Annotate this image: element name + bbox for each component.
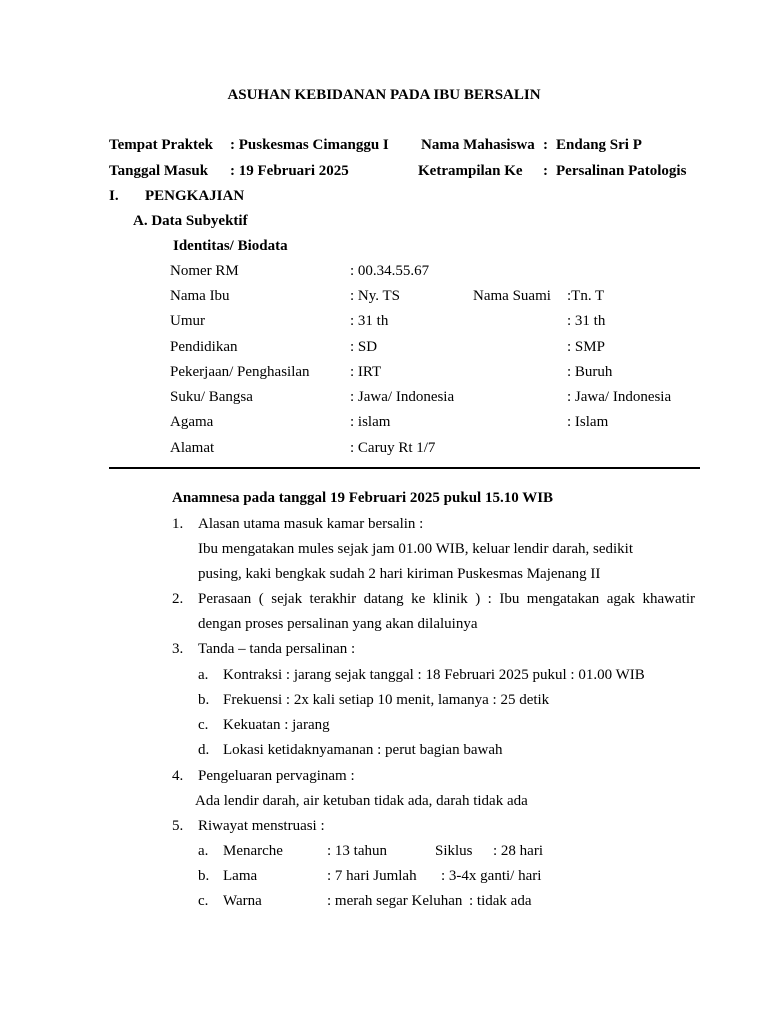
- sub-item-label: Warna: [223, 893, 262, 909]
- list-item-number: 4.: [172, 768, 184, 784]
- nama-mahasiswa-label: Nama Mahasiswa: [421, 137, 535, 153]
- sub-item-label: Menarche: [223, 843, 283, 859]
- ketrampilan-sep: :: [543, 163, 548, 179]
- biodata-ibu-value: : 31 th: [350, 313, 389, 329]
- biodata-ibu-value: : SD: [350, 339, 378, 355]
- sub-item-letter: b.: [198, 868, 210, 884]
- biodata-label: Suku/ Bangsa: [170, 389, 253, 405]
- sub-item-value: : 7 hari Jumlah: [327, 868, 417, 884]
- list-item-number: 5.: [172, 818, 184, 834]
- biodata-label: Alamat: [170, 440, 215, 456]
- sub-item-text: Lokasi ketidaknyamanan : perut bagian bawah: [223, 742, 503, 758]
- sub-item-text: Frekuensi : 2x kali setiap 10 menit, lamanya : 25 detik: [223, 692, 550, 708]
- sub-item-label: Lama: [223, 868, 258, 884]
- sub-item-letter: d.: [198, 742, 210, 758]
- sub-item-letter: a.: [198, 843, 209, 859]
- biodata-suami-value: : SMP: [567, 339, 605, 355]
- nama-mahasiswa-value: Endang Sri P: [556, 137, 642, 153]
- biodata-suami-value: : Buruh: [567, 364, 613, 380]
- section-number: I.: [109, 188, 119, 204]
- sub-item-value: : merah segar Keluhan: [327, 893, 463, 909]
- sub-item-text: Kekuatan : jarang: [223, 717, 330, 733]
- biodata-label: Pekerjaan/ Penghasilan: [170, 364, 310, 380]
- biodata-label: Pendidikan: [170, 339, 238, 355]
- ketrampilan-value: Persalinan Patologis: [556, 163, 687, 179]
- sub-item-value: : 13 tahun: [327, 843, 387, 859]
- biodata-suami-value: : 31 th: [567, 313, 606, 329]
- biodata-suami-value: : Jawa/ Indonesia: [567, 389, 672, 405]
- list-item-detail: Ada lendir darah, air ketuban tidak ada, darah tidak ada: [195, 793, 528, 809]
- identitas-heading: Identitas/ Biodata: [173, 238, 288, 254]
- biodata-ibu-value: : islam: [350, 414, 391, 430]
- anamnesa-heading: Anamnesa pada tanggal 19 Februari 2025 pukul 15.10 WIB: [172, 490, 554, 506]
- list-item-text: Riwayat menstruasi :: [198, 818, 325, 834]
- ketrampilan-label: Ketrampilan Ke: [418, 163, 523, 179]
- sub-item-letter: c.: [198, 717, 209, 733]
- section-title: PENGKAJIAN: [145, 188, 245, 204]
- list-item-text: Tanda – tanda persalinan :: [198, 641, 356, 657]
- biodata-label: Agama: [170, 414, 214, 430]
- siklus-label: Siklus: [435, 843, 473, 859]
- biodata-ibu-value: : Jawa/ Indonesia: [350, 389, 455, 405]
- keluhan-value: : tidak ada: [469, 893, 532, 909]
- jumlah-value: : 3-4x ganti/ hari: [441, 868, 542, 884]
- biodata-suami-value: : Islam: [567, 414, 609, 430]
- section-divider: [109, 467, 700, 469]
- siklus-value: : 28 hari: [493, 843, 543, 859]
- biodata-ibu-value: : Caruy Rt 1/7: [350, 440, 436, 456]
- sub-item-letter: c.: [198, 893, 209, 909]
- biodata-ibu-value: : 00.34.55.67: [350, 263, 430, 279]
- sub-item-text: Kontraksi : jarang sejak tanggal : 18 Februari 2025 pukul : 01.00 WIB: [223, 667, 645, 683]
- list-item-text: Alasan utama masuk kamar bersalin :: [198, 516, 424, 532]
- list-item-text: Pengeluaran pervaginam :: [198, 768, 355, 784]
- nama-mahasiswa-sep: :: [543, 137, 548, 153]
- subsection-title: A. Data Subyektif: [133, 213, 248, 229]
- sub-item-letter: a.: [198, 667, 209, 683]
- list-item-detail: dengan proses persalinan yang akan dilaluinya: [198, 616, 478, 632]
- tempat-praktek-value: : Puskesmas Cimanggu I: [230, 137, 389, 153]
- list-item-number: 1.: [172, 516, 184, 532]
- list-item-number: 3.: [172, 641, 184, 657]
- nama-suami-label: Nama Suami: [473, 288, 551, 304]
- biodata-ibu-value: : IRT: [350, 364, 382, 380]
- biodata-label: Nama Ibu: [170, 288, 230, 304]
- list-item-detail: pusing, kaki bengkak sudah 2 hari kiriman Puskesmas Majenang II: [198, 566, 601, 582]
- tempat-praktek-label: Tempat Praktek: [109, 137, 214, 153]
- biodata-label: Umur: [170, 313, 205, 329]
- biodata-ibu-value: : Ny. TS: [350, 288, 401, 304]
- list-item-detail: Ibu mengatakan mules sejak jam 01.00 WIB, keluar lendir darah, sedikit: [198, 541, 634, 557]
- tanggal-masuk-value: : 19 Februari 2025: [230, 163, 349, 179]
- list-item-number: 2.: [172, 591, 184, 607]
- list-item-text: Perasaan ( sejak terakhir datang ke klinik ) : Ibu mengatakan agak khawatir: [198, 591, 695, 607]
- sub-item-letter: b.: [198, 692, 210, 708]
- biodata-suami-value: :Tn. T: [567, 288, 605, 304]
- biodata-label: Nomer RM: [170, 263, 239, 279]
- document-title: ASUHAN KEBIDANAN PADA IBU BERSALIN: [227, 87, 541, 103]
- tanggal-masuk-label: Tanggal Masuk: [109, 163, 209, 179]
